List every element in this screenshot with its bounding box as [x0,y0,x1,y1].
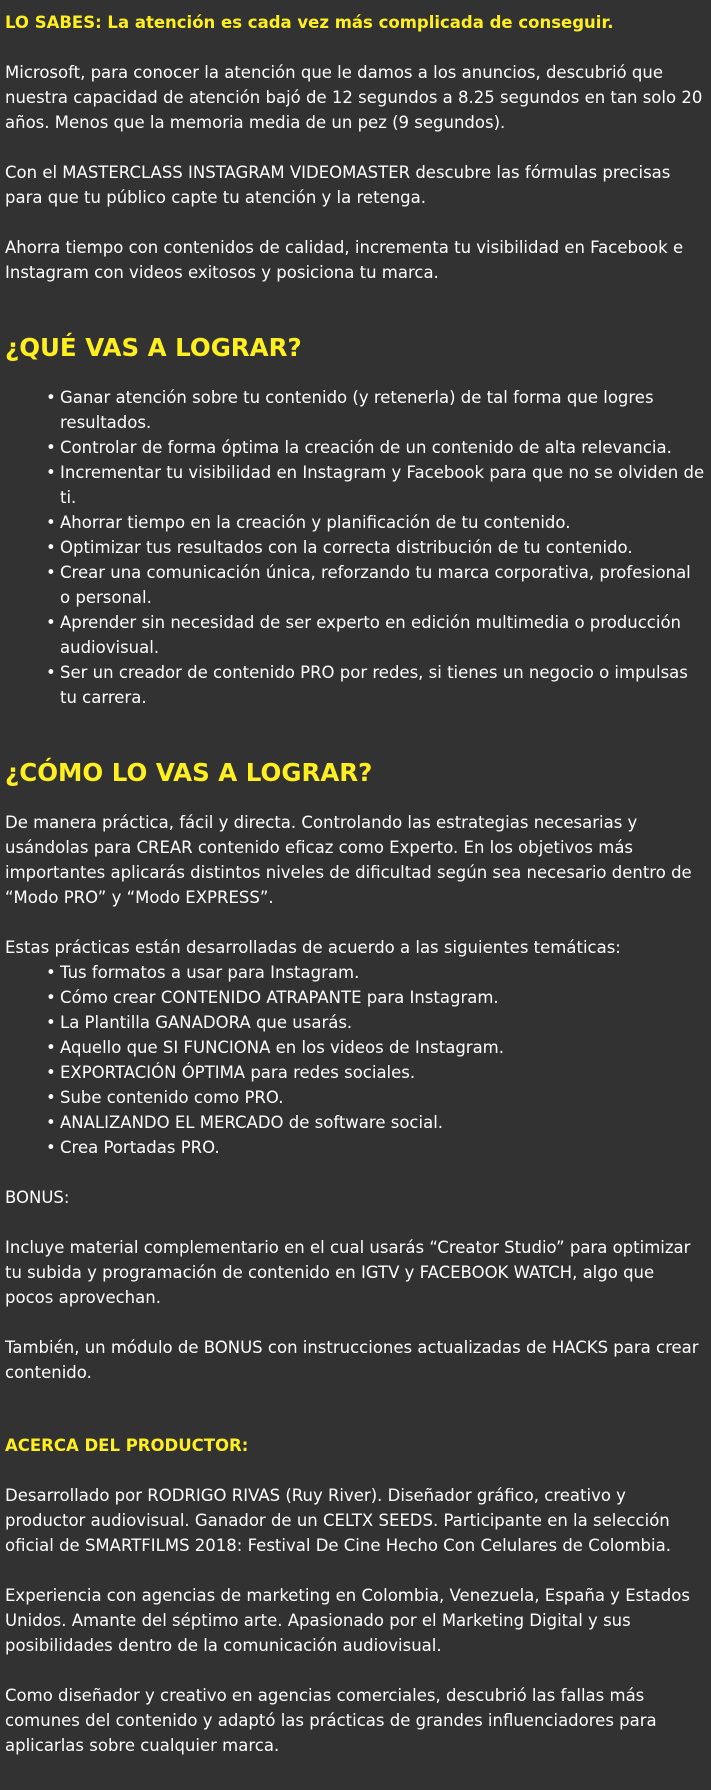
bullet-icon: • [46,1038,56,1057]
list-item: • Cómo crear CONTENIDO ATRAPANTE para Instagram. [60,985,706,1010]
bullet-icon: • [46,663,56,682]
bullet-icon: • [46,463,56,482]
bullet-icon: • [46,538,56,557]
intro-paragraph-1: Microsoft, para conocer la atención que le damos a los anuncios, descubrió que nuestra capacidad de atención bajó de 12 segundos a 8.25 segundos en tan solo 20 años. Menos que la memoria media de un pez (9 segundos). [5,63,703,132]
list-item: • Crea Portadas PRO. [60,1135,706,1160]
bonus-paragraph-1: Incluye material complementario en el cual usarás “Creator Studio” para optimizar tu subida y programación de contenido en IGTV y FACEBOOK WATCH, algo que pocos aprovechan. [5,1238,691,1307]
list-item: • Sube contenido como PRO. [60,1085,706,1110]
como-paragraph-1: De manera práctica, fácil y directa. Controlando las estrategias necesarias y usándolas para CREAR contenido eficaz como Experto. En los objetivos más importantes aplicarás distintos niveles de dificultad según sea necesario dentro de “Modo PRO” y “Modo EXPRESS”. [5,813,692,907]
bullet-icon: • [46,1138,56,1157]
intro-headline: LO SABES: La atención es cada vez más complicada de conseguir. [5,13,614,32]
list-item: • Ahorrar tiempo en la creación y planificación de tu contenido. [60,510,706,535]
section-title-productor: ACERCA DEL PRODUCTOR: [5,1436,249,1455]
bonus-paragraph-2: También, un módulo de BONUS con instrucciones actualizadas de HACKS para crear contenido. [5,1338,699,1382]
list-item: • Tus formatos a usar para Instagram. [60,960,706,985]
list-item: • EXPORTACIÓN ÓPTIMA para redes sociales. [60,1060,706,1085]
list-item: • La Plantilla GANADORA que usarás. [60,1010,706,1035]
lograr-list [5,385,706,710]
productor-paragraph-2: Experiencia con agencias de marketing en Colombia, Venezuela, España y Estados Unidos. Amante del séptimo arte. Apasionado por el Marketing Digital y sus posibilidades dentro de la comunicación audiovisual. [5,1586,690,1655]
tematicas-list [5,960,706,1160]
bullet-icon: • [46,563,56,582]
bullet-icon: • [46,1113,56,1132]
list-item: • Incrementar tu visibilidad en Instagram y Facebook para que no se olviden de ti. [60,460,706,510]
list-item: • ANALIZANDO EL MERCADO de software social. [60,1110,706,1135]
list-item: • Aprender sin necesidad de ser experto en edición multimedia o producción audiovisual. [60,610,706,660]
list-item: • Ser un creador de contenido PRO por redes, si tienes un negocio o impulsas tu carrera. [60,660,706,710]
como-lead: Estas prácticas están desarrolladas de acuerdo a las siguientes temáticas: [5,938,621,957]
bullet-icon: • [46,1013,56,1032]
list-item: • Ganar atención sobre tu contenido (y retenerla) de tal forma que logres resultados. [60,385,706,435]
section-title-como: ¿CÓMO LO VAS A LOGRAR? [5,758,373,787]
bullet-icon: • [46,1088,56,1107]
intro-paragraph-2: Con el MASTERCLASS INSTAGRAM VIDEOMASTER descubre las fórmulas precisas para que tu público capte tu atención y la retenga. [5,163,671,207]
intro-paragraph-3: Ahorra tiempo con contenidos de calidad, incrementa tu visibilidad en Facebook e Instagram con videos exitosos y posiciona tu marca. [5,238,684,282]
list-item: • Crear una comunicación única, reforzando tu marca corporativa, profesional o personal. [60,560,706,610]
section-title-lograr: ¿QUÉ VAS A LOGRAR? [5,333,302,362]
bonus-label: BONUS: [5,1188,70,1207]
list-item: • Optimizar tus resultados con la correcta distribución de tu contenido. [60,535,706,560]
bullet-icon: • [46,1063,56,1082]
bullet-icon: • [46,438,56,457]
productor-paragraph-3: Como diseñador y creativo en agencias comerciales, descubrió las fallas más comunes del contenido y adaptó las prácticas de grandes influenciadores para aplicarlas sobre cualquier marca. [5,1686,657,1755]
productor-paragraph-1: Desarrollado por RODRIGO RIVAS (Ruy River). Diseñador gráfico, creativo y productor audiovisual. Ganador de un CELTX SEEDS. Participante en la selección oficial de SMARTFILMS 2018: Festival De Cine Hecho Con Celulares de Colombia. [5,1486,671,1555]
list-item: • Aquello que SI FUNCIONA en los videos de Instagram. [60,1035,706,1060]
bullet-icon: • [46,988,56,1007]
bullet-icon: • [46,513,56,532]
bullet-icon: • [46,613,56,632]
bullet-icon: • [46,388,56,407]
bullet-icon: • [46,963,56,982]
list-item: • Controlar de forma óptima la creación de un contenido de alta relevancia. [60,435,706,460]
